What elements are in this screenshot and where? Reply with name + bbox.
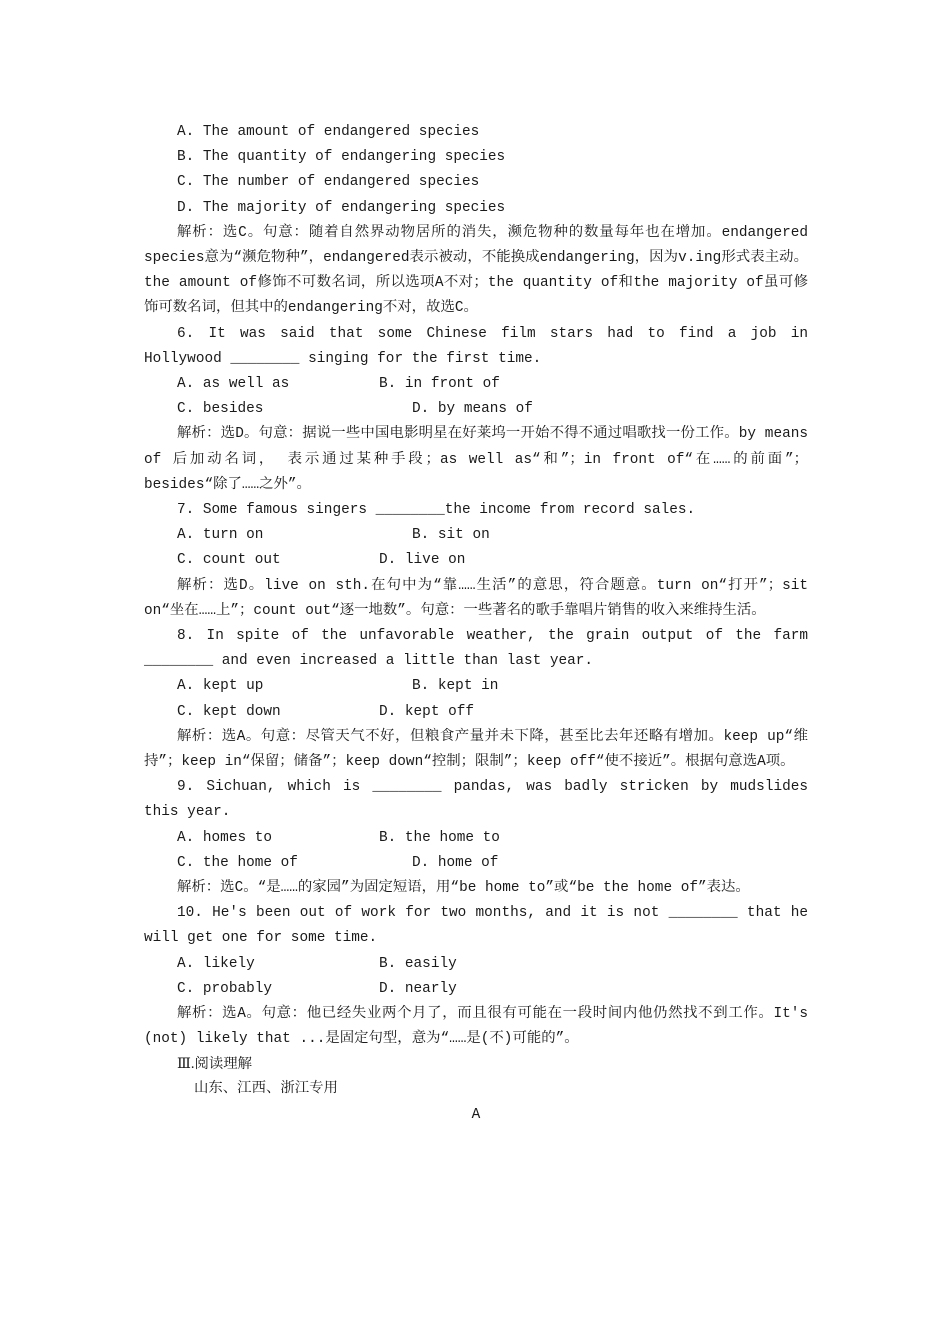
q9-options-row-2 <box>144 851 808 876</box>
q7-stem: 7. Some famous singers ________the income from record sales. <box>177 501 696 518</box>
q8-stem: 8. In spite of the unfavorable weather, the grain output of the farm ________ and even increased a little than last year. <box>144 627 808 670</box>
q8-option-b: B. kept in <box>412 678 499 695</box>
q5-option-b: B. The quantity of endangering species <box>177 149 506 166</box>
q6-option-b: B. in front of <box>379 375 500 392</box>
q7-option-b: B. sit on <box>412 527 490 544</box>
q8-explanation: 解析：选A。句意：尽管天气不好，但粮食产量并未下降，甚至比去年还略有增加。keep up“维持”；keep in“保留；储备”；keep down“控制；限制”；keep off“使不接近”。根据句意选A项。 <box>144 728 808 770</box>
q8-option-a: A. kept up <box>177 678 264 695</box>
q6-option-c: C. besides <box>177 401 264 418</box>
q7-option-c: C. count out <box>177 552 281 569</box>
q7-explanation: 解析：选D。live on sth.在句中为“靠……生活”的意思，符合题意。turn on“打开”；sit on“坐在……上”；count out“逐一地数”。句意：一些著名的歌手靠唱片销售的收入来维持生活。 <box>144 577 808 619</box>
q6-option-d: D. by means of <box>412 401 533 418</box>
q9-option-b: B. the home to <box>379 829 500 846</box>
q9-option-d: D. home of <box>412 854 499 871</box>
q7-options-row-2 <box>144 548 808 573</box>
q7-option-a: A. turn on <box>177 527 264 544</box>
q8-option-c: C. kept down <box>177 703 281 720</box>
q10-option-b: B. easily <box>379 955 457 972</box>
q10-options-row-1 <box>144 952 808 977</box>
q10-option-d: D. nearly <box>379 980 457 997</box>
q5-explanation: 解析：选C。句意：随着自然界动物居所的消失，濒危物种的数量每年也在增加。endangered species意为“濒危物种”，endangered表示被动，不能换成endangering，因为v.ing形式表主动。the amount of修饰不可数名词，所以选项A不对；the quantity of和the majority of虽可修饰可数名词，但其中的endangering不对，故选C。 <box>144 224 808 317</box>
q6-options-row-2 <box>144 397 808 422</box>
q10-stem: 10. He's been out of work for two months, and it is not ________ that he will get one for some time. <box>144 905 808 947</box>
q9-option-c: C. the home of <box>177 854 298 871</box>
q10-explanation: 解析：选A。句意：他已经失业两个月了，而且很有可能在一段时间内他仍然找不到工作。It's (not) likely that ...是固定句型，意为“……是(不)可能的”。 <box>144 1005 808 1048</box>
q5-option-d: D. The majority of endangering species <box>177 199 506 216</box>
q5-option-c: C. The number of endangered species <box>177 174 480 191</box>
q7-options-row-1 <box>144 523 808 548</box>
q9-explanation: 解析：选C。“是……的家园”为固定短语，用“be home to”或“be the home of”表达。 <box>177 879 750 896</box>
q9-stem: 9. Sichuan, which is ________ pandas, was badly stricken by mudslides this year. <box>144 779 808 821</box>
passage-label: A <box>471 1106 481 1123</box>
q9-option-a: A. homes to <box>177 829 272 846</box>
q6-options-row-1 <box>144 372 808 397</box>
q8-options-row-1 <box>144 674 808 699</box>
q9-options-row-1 <box>144 826 808 851</box>
page-content <box>144 120 808 1128</box>
q6-stem: 6. It was said that some Chinese film stars had to find a job in Hollywood ________ singing for the first time. <box>144 325 808 367</box>
q8-options-row-2 <box>144 700 808 725</box>
q8-option-d: D. kept off <box>379 703 474 720</box>
q10-option-a: A. likely <box>177 955 255 972</box>
q10-option-c: C. probably <box>177 980 272 997</box>
q6-option-a: A. as well as <box>177 375 290 392</box>
section-heading: Ⅲ.阅读理解 <box>177 1056 253 1073</box>
q10-options-row-2 <box>144 977 808 1002</box>
q6-explanation: 解析：选D。句意：据说一些中国电影明星在好莱坞一开始不得不通过唱歌找一份工作。by means of 后加动名词， 表示通过某种手段；as well as“和”；in front of“在……的前面”；besides“除了……之外”。 <box>144 426 808 493</box>
q7-option-d: D. live on <box>379 552 466 569</box>
q5-option-a: A. The amount of endangered species <box>177 124 480 140</box>
section-subheading: 山东、江西、浙江专用 <box>194 1081 338 1098</box>
